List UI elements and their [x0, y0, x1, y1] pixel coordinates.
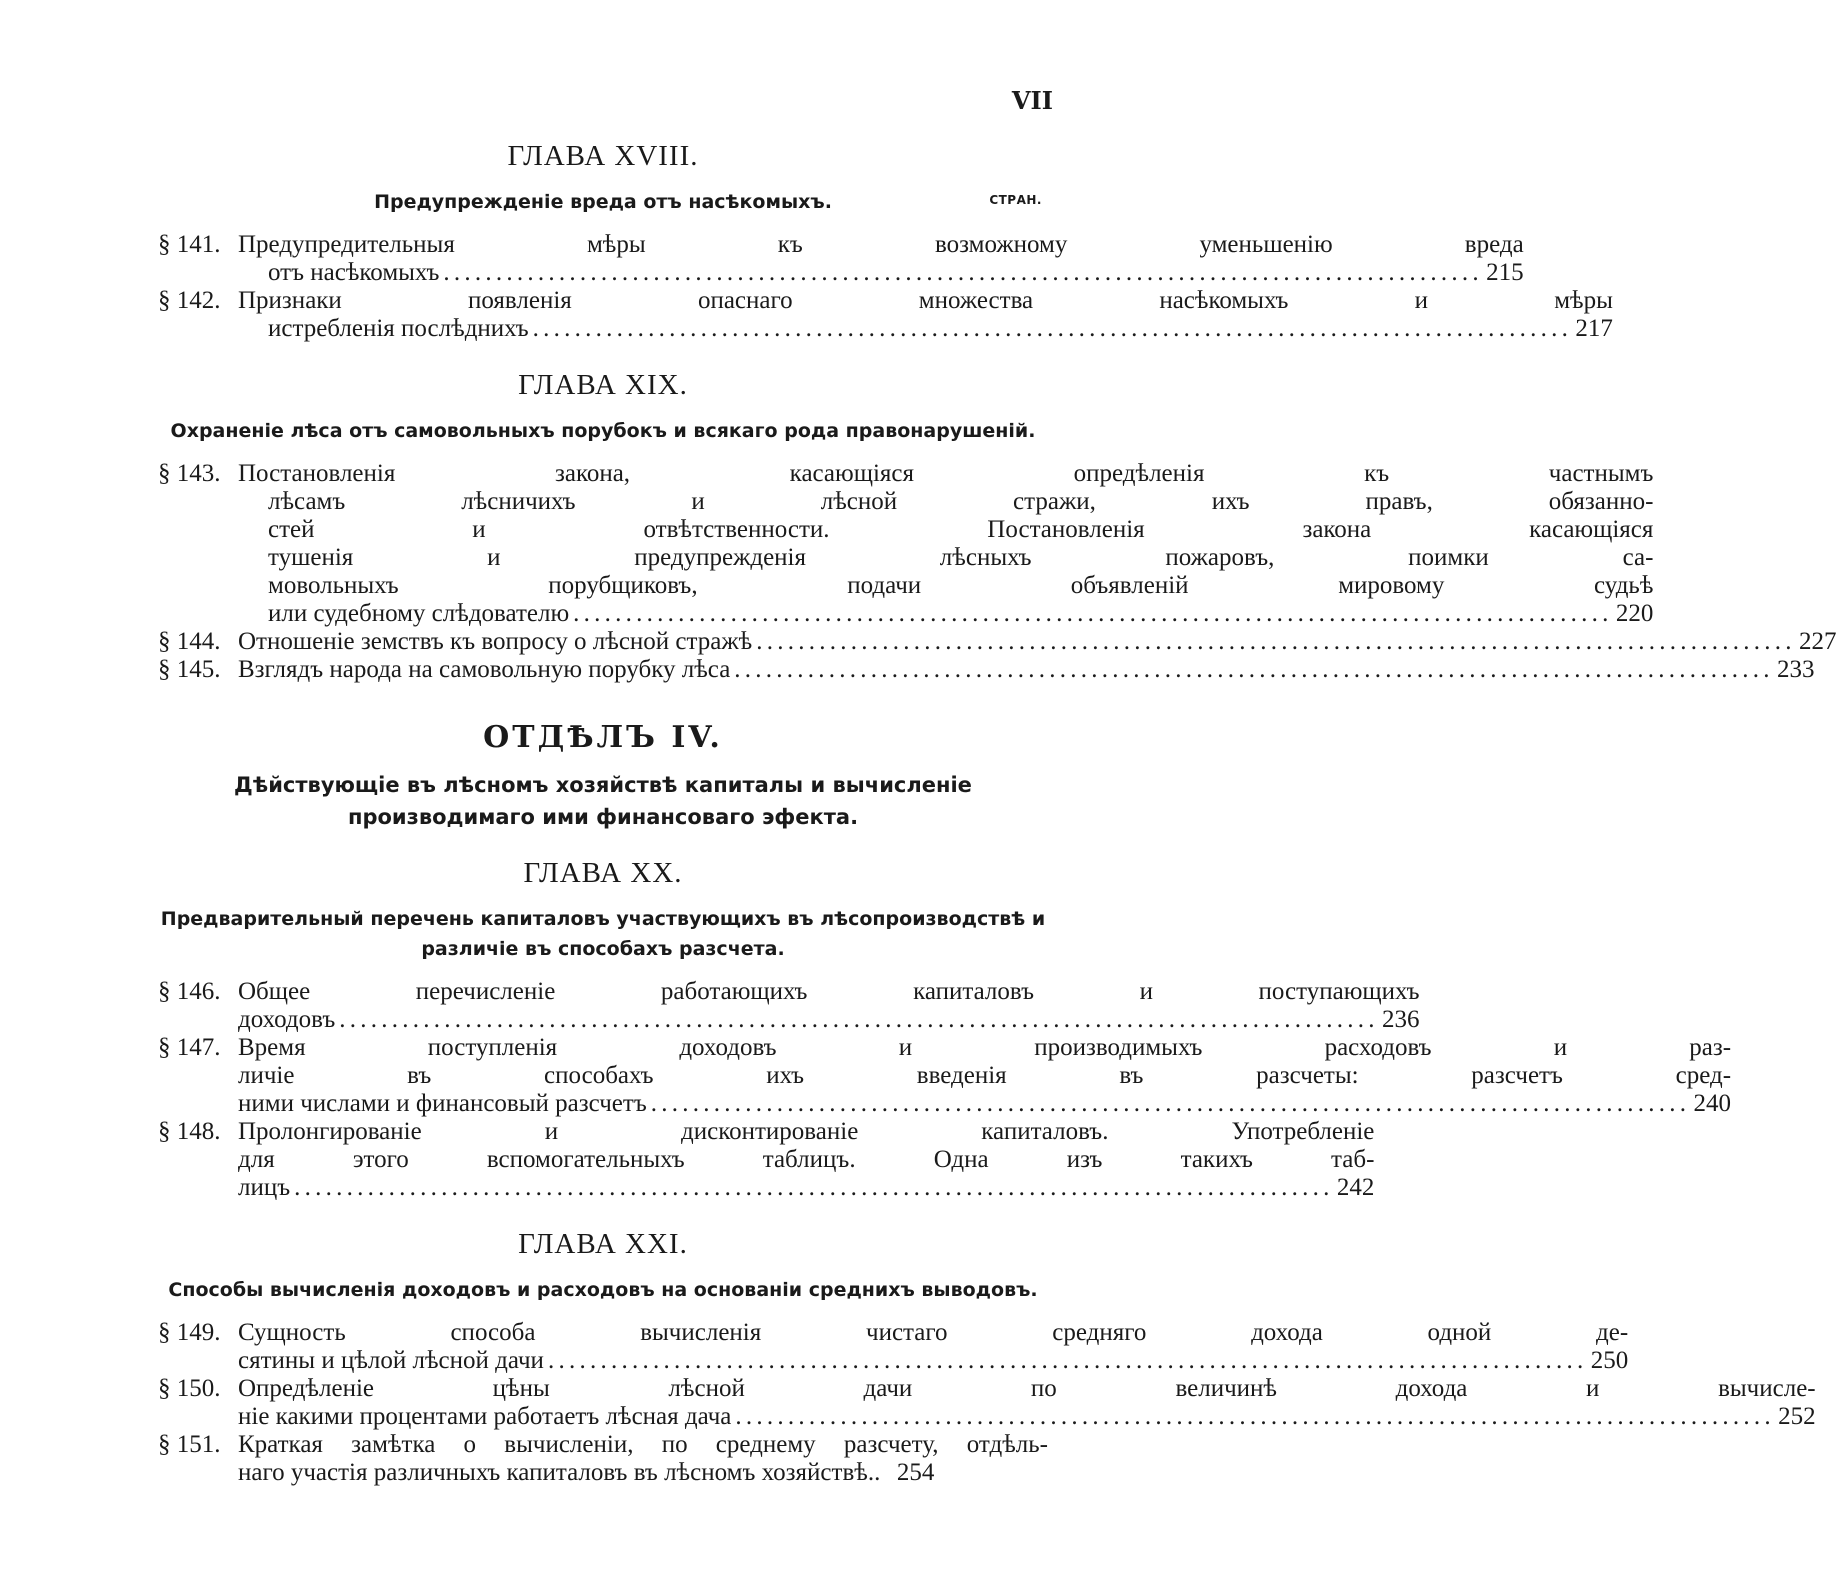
entry-line: Взглядъ народа на самовольную порубку лѣса	[238, 656, 731, 683]
entry-line: доходовъ	[238, 1006, 336, 1033]
toc-entry	[158, 1118, 1375, 1202]
leader-dots	[533, 315, 1567, 343]
toc-entry	[158, 1319, 1629, 1375]
leader-dots	[756, 628, 1790, 656]
chapter-title: ГЛАВА XVIII.	[507, 140, 699, 172]
toc-entry	[158, 287, 1613, 343]
entry-line: сятины и цѣлой лѣсной дачи	[238, 1347, 544, 1374]
leader-dots	[443, 259, 1477, 287]
chapter-subtitle-line: различіе въ способахъ разсчета.	[421, 938, 785, 960]
page-number: VII	[1011, 86, 1053, 115]
entry-page: 220	[1615, 600, 1654, 627]
entry-line: Сущность способа вычисленія чистаго средняго дохода одной де-	[238, 1319, 1629, 1346]
chapter-title: ГЛАВА XXI.	[518, 1228, 688, 1260]
page-column-label: СТРАН.	[989, 193, 1042, 207]
chapter-21	[158, 1228, 1816, 1487]
table-of-contents	[158, 140, 1836, 1513]
chapter-subtitle: Охраненіе лѣса отъ самовольныхъ порубокъ и всякаго рода правонарушеній.	[170, 420, 1036, 442]
entry-line: Краткая замѣтка о вычисленіи, по среднему разсчету, отдѣль-	[238, 1431, 1048, 1458]
entry-line: Опредѣленіе цѣны лѣсной дачи по величинѣ дохода и вычисле-	[238, 1375, 1816, 1402]
entry-page: 240	[1693, 1090, 1732, 1117]
leader-dots	[339, 1006, 1373, 1034]
entry-line: отъ насѣкомыхъ	[268, 259, 440, 286]
entry-line: мовольныхъ порубщиковъ, подачи объявленій мировому судьѣ	[268, 572, 1654, 599]
entry-line: лицъ	[238, 1174, 291, 1201]
entry-line: для этого вспомогательныхъ таблицъ. Одна изъ такихъ таб-	[238, 1146, 1375, 1173]
section-subtitle	[158, 769, 1048, 833]
entry-page: 242	[1336, 1174, 1375, 1201]
entry-line: Предупредительныя мѣры къ возможному уменьшенію вреда	[238, 231, 1524, 258]
entry-number: § 145.	[158, 656, 221, 683]
entry-line: Постановленія закона, касающіяся опредѣленія къ частнымъ	[238, 460, 1654, 487]
entry-line: ніе какими процентами работаетъ лѣсная дача	[238, 1403, 732, 1430]
toc-entry	[158, 231, 1524, 287]
entry-number: § 151.	[158, 1431, 221, 1458]
chapter-subtitle	[158, 904, 1048, 964]
leader-dots	[294, 1174, 1328, 1202]
toc-entry	[158, 460, 1654, 628]
chapter-19	[158, 369, 1836, 684]
entry-page: 254	[896, 1459, 935, 1486]
entry-line: Отношеніе земствъ къ вопросу о лѣсной стражѣ	[238, 628, 753, 655]
entry-line: Пролонгированіе и дисконтированіе капиталовъ. Употребленіе	[238, 1118, 1375, 1145]
entry-number: § 141.	[158, 231, 221, 258]
chapter-title: ГЛАВА XX.	[523, 857, 683, 889]
toc-entry	[158, 1375, 1816, 1431]
chapter-20	[158, 857, 1732, 1202]
entry-number: § 143.	[158, 460, 221, 487]
chapter-subtitle	[158, 1275, 1048, 1305]
entry-page: 233	[1777, 656, 1815, 683]
entry-page: 250	[1590, 1347, 1629, 1374]
leader-dots	[573, 600, 1607, 628]
entry-line: лѣсамъ лѣсничихъ и лѣсной стражи, ихъ правъ, обязанно-	[268, 488, 1654, 515]
toc-entry	[158, 656, 1815, 684]
entry-line: наго участія различныхъ капиталовъ въ лѣсномъ хозяйствѣ..	[238, 1459, 881, 1486]
section-title: ОТДѢЛЪ IV.	[483, 720, 723, 755]
entry-number: § 149.	[158, 1319, 221, 1346]
entry-page: 252	[1778, 1403, 1816, 1430]
entry-number: § 142.	[158, 287, 221, 314]
entry-line: Общее перечисленіе работающихъ капиталовъ и поступающихъ	[238, 978, 1420, 1005]
entry-number: § 150.	[158, 1375, 221, 1402]
entry-page: 227	[1798, 628, 1836, 655]
chapter-subtitle: Предупрежденіе вреда отъ насѣкомыхъ.	[374, 191, 832, 213]
entry-number: § 144.	[158, 628, 221, 655]
entry-line: стей и отвѣтственности. Постановленія закона касающіяся	[268, 516, 1654, 543]
leader-dots	[548, 1347, 1582, 1375]
entry-line: личіе въ способахъ ихъ введенія въ разсчеты: разсчетъ сред-	[238, 1062, 1732, 1089]
entry-line: истребленія послѣднихъ	[268, 315, 529, 342]
chapter-18	[158, 140, 1613, 343]
section-4	[158, 720, 1048, 833]
entry-number: § 146.	[158, 978, 221, 1005]
chapter-title: ГЛАВА XIX.	[518, 369, 688, 401]
entry-page: 217	[1575, 315, 1613, 342]
leader-dots	[734, 656, 1768, 684]
entry-number: § 148.	[158, 1118, 221, 1145]
entry-line: Время поступленія доходовъ и производимыхъ расходовъ и раз-	[238, 1034, 1732, 1061]
entry-line: тушенія и предупрежденія лѣсныхъ пожаровъ, поимки са-	[268, 544, 1654, 571]
entry-page: 215	[1486, 259, 1524, 286]
section-subtitle-line: Дѣйствующіе въ лѣсномъ хозяйствѣ капиталы и вычисленіе	[234, 773, 972, 797]
entry-line: или судебному слѣдователю	[268, 600, 570, 627]
section-subtitle-line: производимаго ими финансоваго эфекта.	[347, 805, 859, 829]
chapter-subtitle-line: Предварительный перечень капиталовъ участвующихъ въ лѣсопроизводствѣ и	[160, 908, 1046, 930]
entry-line: ними числами и финансовый разсчетъ	[238, 1090, 647, 1117]
chapter-subtitle-row	[158, 187, 1048, 217]
toc-entry	[158, 628, 1836, 656]
toc-entry	[158, 1034, 1732, 1118]
leader-dots	[735, 1403, 1769, 1431]
toc-entry	[158, 1431, 1048, 1487]
entry-line: Признаки появленія опаснаго множества насѣкомыхъ и мѣры	[238, 287, 1613, 314]
chapter-subtitle-line: Способы вычисленія доходовъ и расходовъ на основаніи среднихъ выводовъ.	[168, 1279, 1038, 1301]
toc-entry	[158, 978, 1420, 1034]
entry-number: § 147.	[158, 1034, 221, 1061]
leader-dots	[651, 1090, 1685, 1118]
entry-page: 236	[1382, 1006, 1420, 1033]
